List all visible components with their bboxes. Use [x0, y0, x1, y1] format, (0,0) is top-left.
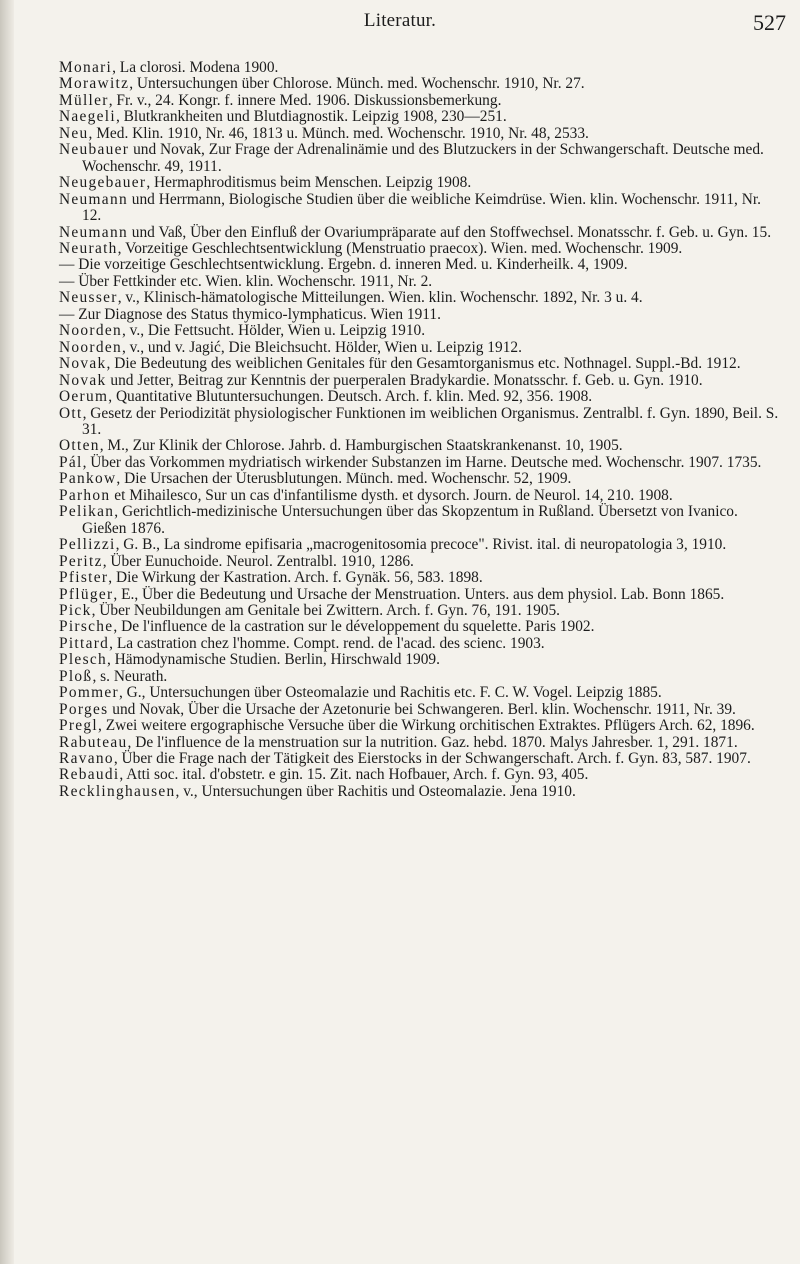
reference-entry: [59, 702, 781, 718]
reference-author: Ott: [59, 404, 83, 422]
reference-entry: [59, 93, 781, 109]
reference-citation: , Untersuchungen über Chlorose. Münch. med. Wochenschr. 1910, Nr. 27.: [129, 75, 585, 93]
reference-citation: , Die Wirkung der Kastration. Arch. f. Gynäk. 56, 583. 1898.: [108, 569, 483, 587]
reference-entry: [59, 751, 781, 767]
reference-entry: [59, 126, 781, 142]
reference-author: Pregl: [59, 717, 98, 735]
reference-entry: [59, 389, 781, 405]
reference-citation: und Herrmann, Biologische Studien über die weibliche Keimdrüse. Wien. klin. Wochenschr. 1911, Nr. 12.: [82, 190, 761, 225]
reference-author: Morawitz: [59, 75, 130, 93]
reference-entry: [59, 471, 781, 487]
reference-author: Rabuteau: [59, 733, 128, 751]
reference-entry: [59, 603, 781, 619]
reference-entry: [59, 192, 781, 225]
reference-citation: , Gerichtlich-medizinische Untersuchungen über das Skopzentum in Rußland. Übersetzt von Ivanico. Gießen 1876.: [82, 503, 738, 537]
reference-citation: et Mihailesco, Sur un cas d'infantilisme dysth. et dysorch. Journ. de Neurol. 14, 210. 1908.: [110, 486, 673, 504]
reference-citation: , G. B., La sindrome epifisaria „macrogenitosomia precoce". Rivist. ital. di neuropatologia 3, 1910.: [115, 536, 727, 554]
reference-author: Pankow: [59, 470, 117, 488]
reference-author: Peritz: [59, 552, 103, 570]
reference-author: Porges: [59, 700, 109, 718]
reference-author: Recklinghausen: [59, 782, 176, 800]
reference-entry: [59, 109, 781, 125]
reference-citation: , Vorzeitige Geschlechtsentwicklung (Menstruatio praecox). Wien. med. Wochenschr. 1909.: [117, 239, 683, 257]
reference-entry: [59, 356, 781, 372]
reference-entry: [59, 60, 781, 76]
reference-entry: [59, 257, 781, 273]
reference-entry: [59, 488, 781, 504]
reference-citation: , s. Neurath.: [92, 667, 168, 685]
reference-citation: , Die Bedeutung des weiblichen Genitales für den Gesamtorganismus etc. Nothnagel. Suppl.-Bd. 1912.: [106, 355, 741, 373]
reference-citation: , Zwei weitere ergographische Versuche über die Wirkung orchitischen Extraktes. Pflügers Arch. 62, 1896.: [98, 717, 755, 735]
reference-entry: [59, 652, 781, 668]
reference-citation: , La castration chez l'homme. Compt. rend. de l'acad. des scienc. 1903.: [109, 634, 545, 652]
reference-entry: [59, 274, 781, 290]
reference-author: Pál: [59, 453, 83, 471]
reference-citation: , Atti soc. ital. d'obstetr. e gin. 15. Zit. nach Hofbauer, Arch. f. Gyn. 93, 405.: [119, 766, 589, 784]
reference-author: Ravano: [59, 750, 114, 768]
reference-entry: [59, 455, 781, 471]
reference-entry: [59, 504, 781, 537]
reference-citation: , v., und v. Jagić, Die Bleichsucht. Hölder, Wien u. Leipzig 1912.: [121, 338, 522, 356]
reference-citation: , Hämodynamische Studien. Berlin, Hirschwald 1909.: [106, 651, 440, 669]
reference-entry: [59, 767, 781, 783]
reference-citation: , E., Über die Bedeutung und Ursache der Menstruation. Unters. aus dem physiol. Lab. Bonn 1865.: [113, 585, 725, 603]
reference-author: Pirsche: [59, 618, 114, 636]
reference-citation: — Über Fettkinder etc. Wien. klin. Wochenschr. 1911, Nr. 2.: [59, 272, 433, 290]
reference-entry: [59, 241, 781, 257]
reference-citation: , v., Klinisch-hämatologische Mitteilungen. Wien. klin. Wochenschr. 1892, Nr. 3 u. 4.: [117, 289, 643, 307]
reference-author: Novak: [59, 371, 107, 389]
reference-citation: und Vaß, Über den Einfluß der Ovariumpräparate auf den Stoffwechsel. Monatsschr. f. Geb. u. Gyn. 15.: [127, 223, 772, 241]
reference-author: Monari: [59, 59, 113, 76]
reference-citation: , Med. Klin. 1910, Nr. 46, 1813 u. Münch. med. Wochenschr. 1910, Nr. 48, 2533.: [88, 124, 589, 142]
reference-author: Naegeli: [59, 108, 116, 126]
reference-entry: [59, 685, 781, 701]
reference-entry: [59, 735, 781, 751]
reference-citation: , v., Die Fettsucht. Hölder, Wien u. Leipzig 1910.: [121, 322, 426, 340]
reference-author: Müller: [59, 91, 109, 109]
reference-author: Pfister: [59, 569, 109, 587]
reference-citation: , Über die Frage nach der Tätigkeit des Eierstocks in der Schwangerschaft. Arch. f. Gyn. 83, 587. 1907.: [113, 750, 751, 768]
reference-author: Pittard: [59, 634, 110, 652]
reference-citation: , Über das Vorkommen mydriatisch wirkender Substanzen im Harne. Deutsche med. Wochenschr. 1907. 1735.: [82, 453, 762, 471]
page-binding-shadow: [0, 0, 14, 1264]
reference-author: Pellizzi: [59, 536, 116, 554]
reference-author: Rebaudi: [59, 766, 120, 784]
reference-citation: , Fr. v., 24. Kongr. f. innere Med. 1906. Diskussionsbemerkung.: [108, 91, 502, 109]
page-number: 527: [753, 10, 786, 35]
reference-entry: [59, 340, 781, 356]
reference-citation: , De l'influence de la castration sur le développement du squelette. Paris 1902.: [113, 618, 595, 636]
reference-author: Neumann: [59, 190, 128, 208]
reference-author: Parhon: [59, 486, 111, 504]
reference-citation: und Novak, Zur Frage der Adrenalinämie und des Blutzuckers in der Schwangerschaft. Deutsche med. Wochenschr. 49, 1911.: [82, 141, 764, 175]
reference-author: Neu: [59, 124, 89, 142]
reference-author: Plesch: [59, 651, 107, 669]
reference-citation: und Novak, Über die Ursache der Azetonurie bei Schwangeren. Berl. klin. Wochenschr. 1911, Nr. 39.: [108, 700, 736, 718]
reference-entry: [59, 323, 781, 339]
reference-entry: [59, 636, 781, 652]
reference-citation: , Über Eunuchoide. Neurol. Zentralbl. 1910, 1286.: [102, 552, 414, 570]
reference-entry: [59, 373, 781, 389]
reference-author: Pflüger: [59, 585, 114, 603]
reference-citation: , G., Untersuchungen über Osteomalazie und Rachitis etc. F. C. W. Vogel. Leipzig 1885.: [118, 684, 662, 702]
reference-entry: [59, 537, 781, 553]
bibliography-list: [59, 60, 781, 800]
reference-author: Neurath: [59, 239, 118, 257]
reference-author: Pommer: [59, 684, 119, 702]
reference-author: Noorden: [59, 322, 122, 340]
reference-citation: , La clorosi. Modena 1900.: [112, 59, 279, 76]
reference-author: Neugebauer: [59, 174, 147, 192]
reference-entry: [59, 290, 781, 306]
reference-author: Neumann: [59, 223, 128, 241]
reference-citation: , Gesetz der Periodizität physiologischer Funktionen im weiblichen Organismus. Zentralbl. f. Gyn. 1890, Beil. S. 31.: [82, 404, 779, 438]
reference-citation: , v., Untersuchungen über Rachitis und Osteomalazie. Jena 1910.: [175, 782, 576, 800]
reference-citation: , M., Zur Klinik der Chlorose. Jahrb. d. Hamburgischen Staatskrankenanst. 10, 1905.: [99, 437, 623, 455]
reference-citation: , De l'influence de la menstruation sur la nutrition. Gaz. hebd. 1870. Malys Jahresber. 1, 291. 1871.: [127, 733, 738, 751]
reference-citation: — Die vorzeitige Geschlechtsentwicklung. Ergebn. d. inneren Med. u. Kinderheilk. 4, 1909.: [59, 256, 628, 274]
reference-entry: [59, 76, 781, 92]
reference-entry: [59, 669, 781, 685]
reference-author: Pick: [59, 601, 92, 619]
reference-citation: , Hermaphroditismus beim Menschen. Leipzig 1908.: [146, 174, 472, 192]
reference-entry: [59, 587, 781, 603]
reference-entry: [59, 554, 781, 570]
reference-author: Novak: [59, 355, 107, 373]
reference-author: Ploß: [59, 667, 93, 685]
reference-citation: , Blutkrankheiten und Blutdiagnostik. Leipzig 1908, 230—251.: [115, 108, 507, 126]
reference-author: Noorden: [59, 338, 122, 356]
reference-entry: [59, 570, 781, 586]
reference-entry: [59, 784, 781, 800]
reference-author: Pelikan: [59, 503, 115, 521]
reference-entry: [59, 406, 781, 439]
reference-author: Oerum: [59, 388, 109, 406]
reference-entry: [59, 438, 781, 454]
reference-author: Otten: [59, 437, 100, 455]
reference-author: Neusser: [59, 289, 118, 307]
reference-citation: , Die Ursachen der Uterusblutungen. Münch. med. Wochenschr. 52, 1909.: [116, 470, 572, 488]
reference-citation: , Über Neubildungen am Genitale bei Zwittern. Arch. f. Gyn. 76, 191. 1905.: [91, 601, 561, 619]
reference-entry: [59, 718, 781, 734]
reference-entry: [59, 175, 781, 191]
reference-entry: [59, 142, 781, 175]
reference-entry: [59, 307, 781, 323]
running-head: [0, 10, 800, 40]
reference-entry: [59, 619, 781, 635]
reference-citation: — Zur Diagnose des Status thymico-lymphaticus. Wien 1911.: [59, 305, 441, 323]
reference-citation: , Quantitative Blutuntersuchungen. Deutsch. Arch. f. klin. Med. 92, 356. 1908.: [108, 388, 593, 406]
reference-entry: [59, 225, 781, 241]
reference-author: Neubauer: [59, 141, 130, 159]
running-head-title: Literatur.: [363, 10, 437, 31]
reference-citation: und Jetter, Beitrag zur Kenntnis der puerperalen Bradykardie. Monatsschr. f. Geb. u. Gyn. 1910.: [106, 371, 703, 389]
